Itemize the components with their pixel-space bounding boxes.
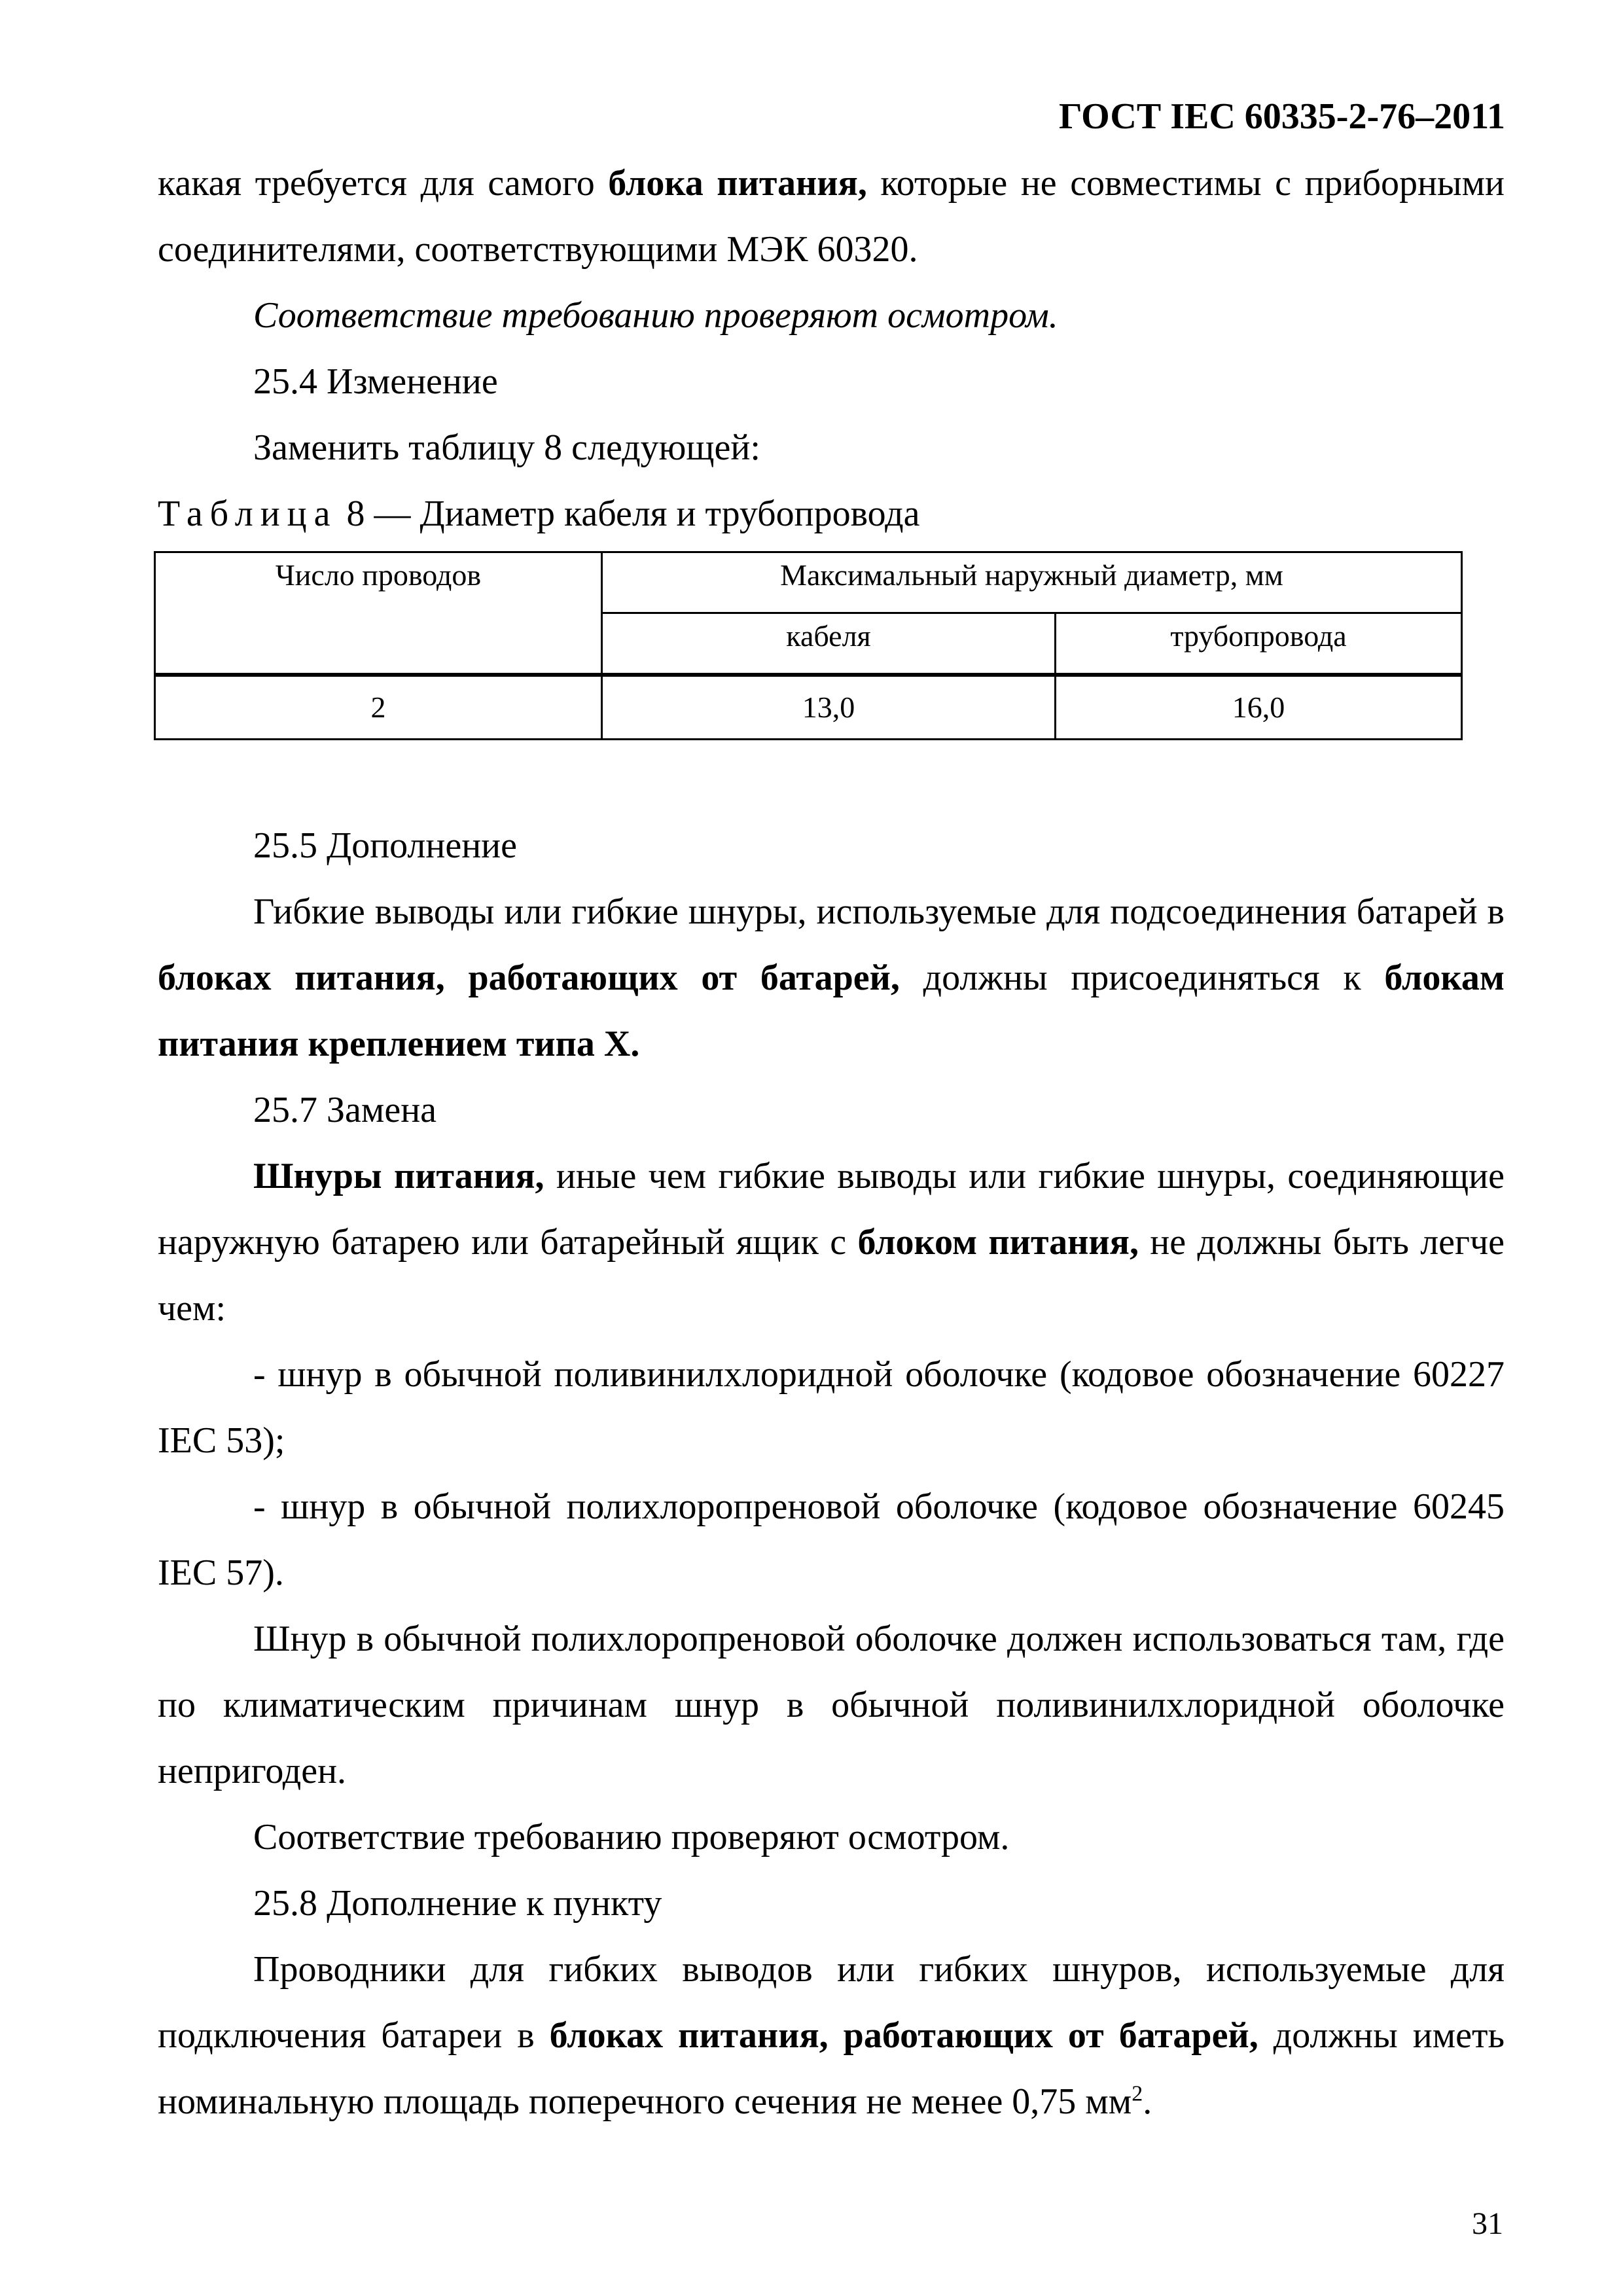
term-bold: блока питания, (608, 163, 867, 204)
list-item: - шнур в обычной поливинилхлоридной оболочке (кодовое обозначение 60227 IEC 53); (158, 1354, 1505, 1461)
table-row (155, 675, 1462, 740)
paragraph-power-cords (158, 1143, 1505, 1342)
text-span: Проводники для гибких выводов или гибких шнуров, используемые для подключения батареи в (158, 1949, 1505, 2056)
compliance-note: Соответствие требованию проверяют осмотром. (253, 1817, 1010, 1857)
text-span: должны присоединяться к (899, 958, 1385, 998)
compliance-note-italic: Соответствие требованию проверяют осмотром. (253, 295, 1058, 336)
page-number: 31 (1472, 2206, 1503, 2241)
cell-cable: 13,0 (602, 675, 1056, 740)
text-span: которые не совместимы с приборными соединителями, соответствующими МЭК 60320. (158, 163, 1505, 270)
header-cable: кабеля (602, 613, 1056, 675)
document-header: ГОСТ IEC 60335-2-76–2011 (1058, 96, 1505, 137)
header-wires: Число проводов (155, 552, 602, 675)
text-span: должны иметь номинальную площадь поперечного сечения не менее 0,75 мм (158, 2015, 1505, 2122)
section-heading-25-7: 25.7 Замена (253, 1090, 437, 1130)
table-caption-text: 8 — Диаметр кабеля и трубопровода (337, 493, 920, 534)
paragraph-conductors (158, 1937, 1505, 2135)
term-bold: блоком питания, (857, 1222, 1139, 1263)
text-span: Гибкие выводы или гибкие шнуры, используемые для подсоединения батарей в (253, 891, 1505, 932)
document-body (158, 151, 1505, 2135)
term-bold: Шнуры питания, (253, 1156, 544, 1196)
section-heading-25-5: 25.5 Дополнение (253, 825, 517, 866)
cell-wires: 2 (155, 675, 602, 740)
cell-conduit: 16,0 (1056, 675, 1462, 740)
text-span: иные чем гибкие выводы или гибкие шнуры, соединяющие наружную батарею или батарейный ящик с (158, 1156, 1505, 1263)
spacer (158, 740, 1505, 813)
table-caption-label: Таблица (158, 493, 338, 534)
section-heading-25-8: 25.8 Дополнение к пункту (253, 1883, 662, 1924)
paragraph-flexible-leads (158, 879, 1505, 1077)
diameter-table (154, 551, 1463, 740)
section-heading-25-4: 25.4 Изменение (253, 361, 498, 402)
text-span: не должны быть легче чем: (158, 1222, 1505, 1329)
list-item: - шнур в обычной полихлоропреновой оболочке (кодовое обозначение 60245 IEC 57). (158, 1486, 1505, 1593)
header-conduit: трубопровода (1056, 613, 1462, 675)
header-max-diameter: Максимальный наружный диаметр, мм (602, 552, 1462, 613)
text-span: какая требуется для самого (158, 163, 609, 204)
paragraph-continuation (158, 151, 1505, 283)
text-span: . (1143, 2081, 1152, 2122)
term-bold: блокам питания креплением типа X. (158, 958, 1505, 1064)
superscript: 2 (1132, 2081, 1143, 2106)
term-bold: блоках питания, работающих от батарей, (158, 958, 900, 998)
paragraph-polychloroprene: Шнур в обычной полихлоропреновой оболочке должен использоваться там, где по климатическим причинам шнур в обычной поливинилхлоридной оболочке непригоден. (158, 1619, 1505, 1791)
term-bold: блоках питания, работающих от батарей, (549, 2015, 1258, 2056)
instruction-replace-table: Заменить таблицу 8 следующей: (253, 427, 760, 468)
table-caption (158, 481, 1505, 547)
